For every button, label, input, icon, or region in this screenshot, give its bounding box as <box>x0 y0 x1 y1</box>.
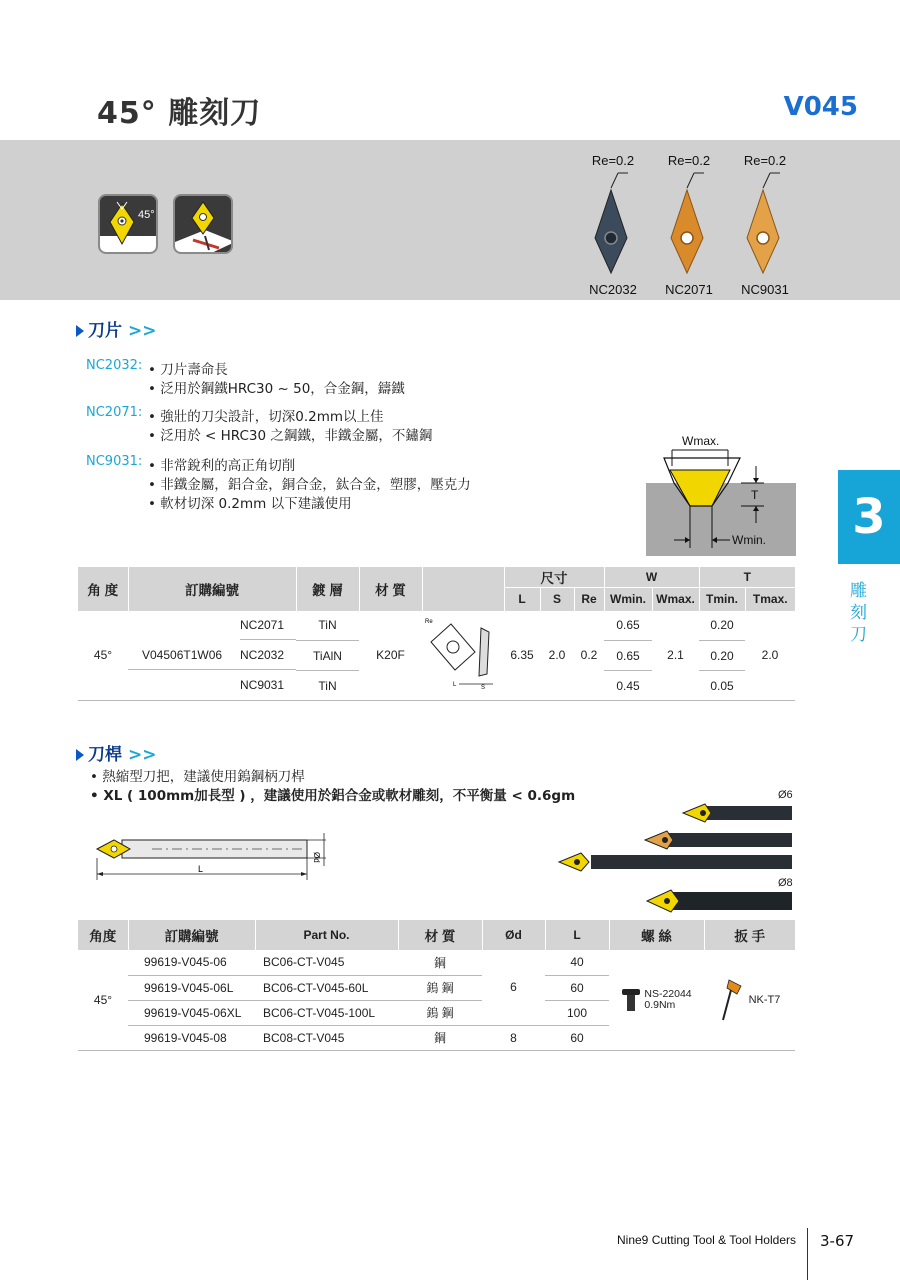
col-wrench: 扳 手 <box>704 920 795 950</box>
screw-icon <box>621 987 641 1013</box>
re-label: Re=0.2 <box>743 153 787 168</box>
insert-grade-label: NC9031 <box>741 282 789 297</box>
insert-nc2071 <box>659 153 719 297</box>
col-dimensions: 尺寸 <box>504 567 604 588</box>
col-l: L <box>504 588 540 611</box>
tmin-cell: 0.05 <box>699 671 745 701</box>
order-number: V04506T1W06 <box>142 647 223 662</box>
material-cell: K20F <box>359 611 422 701</box>
cutting-depth-diagram <box>646 428 798 558</box>
svg-text:L: L <box>198 864 204 874</box>
page-title: 45° 雕刻刀 <box>97 96 262 131</box>
order-no-cell: 99619-V045-06L <box>128 975 255 1000</box>
holder-dimension-drawing <box>92 828 332 888</box>
grade-bullet: • 泛用於鋼鐵HRC30 ~ 50，合金鋼，鑄鐵 <box>148 381 405 397</box>
l-cell: 60 <box>545 975 609 1000</box>
col-angle: 角度 <box>78 920 128 950</box>
footer-divider <box>807 1228 808 1280</box>
coating-cell: TiN <box>296 671 359 701</box>
col-s: S <box>540 588 574 611</box>
product-code: V045 <box>783 92 858 122</box>
footer-brand: Nine9 Cutting Tool & Tool Holders <box>617 1233 796 1247</box>
l-cell: 40 <box>545 950 609 975</box>
order-no-cell: 99619-V045-08 <box>128 1025 255 1050</box>
col-od: Ød <box>482 920 545 950</box>
material-cell: 鎢 鋼 <box>398 975 482 1000</box>
l-cell: 100 <box>545 1000 609 1025</box>
od-cell: 6 <box>482 950 545 1025</box>
order-no-cell: 99619-V045-06 <box>128 950 255 975</box>
tmin-cell: 0.20 <box>699 611 745 641</box>
diameter-8-label: Ø8 <box>778 877 793 889</box>
table-row <box>78 950 795 975</box>
svg-text:45°: 45° <box>138 209 155 221</box>
col-wmin: Wmin. <box>604 588 652 611</box>
col-tmin: Tmin. <box>699 588 745 611</box>
grade-label: NC2032: <box>86 358 143 373</box>
coating-cell: TiN <box>296 611 359 641</box>
engraving-application-icon <box>173 194 233 254</box>
grade-cell: NC2032 <box>240 647 285 662</box>
material-cell: 鋼 <box>398 1025 482 1050</box>
grade-bullet: • 非常銳利的高正角切削 <box>148 458 296 474</box>
s-cell: 2.0 <box>540 611 574 701</box>
part-no-cell: BC08-CT-V045 <box>255 1025 398 1050</box>
grade-bullet: • 刀片壽命長 <box>148 362 228 378</box>
re-label: Re=0.2 <box>667 153 711 168</box>
wmax-cell: 2.1 <box>652 611 699 701</box>
insert-grade-label: NC2071 <box>665 282 713 297</box>
insert-nc9031 <box>735 153 795 297</box>
col-order-no: 訂購編號 <box>128 567 296 611</box>
screw-cell <box>609 950 704 1050</box>
insert-drawing-cell <box>422 611 504 701</box>
tmin-cell: 0.20 <box>699 641 745 671</box>
wmin-cell: 0.65 <box>604 611 652 641</box>
section-marker-icon <box>76 325 84 337</box>
col-drawing <box>422 567 504 611</box>
grade-label: NC2071: <box>86 405 143 420</box>
holder-bullet: • 熱縮型刀把，建議使用鎢鋼柄刀桿 <box>90 769 305 785</box>
chapter-label: 雕 刻 刀 <box>850 581 867 645</box>
coating-cell: TiAlN <box>296 641 359 671</box>
re-label: Re=0.2 <box>591 153 635 168</box>
page-number: 3-67 <box>820 1232 855 1250</box>
holder-photos <box>555 800 795 915</box>
material-cell: 鎢 鋼 <box>398 1000 482 1025</box>
col-material: 材 質 <box>398 920 482 950</box>
order-no-cell <box>128 611 296 701</box>
order-no-cell: 99619-V045-06XL <box>128 1000 255 1025</box>
holder-bullet: • XL ( 100mm加長型 ) ，建議使用於鋁合金或軟材雕刻，不平衡量 < 0.6gm <box>90 788 576 804</box>
svg-text:Re: Re <box>425 618 433 625</box>
grade-bullet: • 泛用於 < HRC30 之鋼鐵，非鐵金屬，不鏽鋼 <box>148 428 433 444</box>
wmax-label: Wmax. <box>682 434 720 448</box>
grade-bullet: • 軟材切深 0.2mm 以下建議使用 <box>148 496 352 512</box>
angle-45-icon <box>98 194 158 254</box>
part-no-cell: BC06-CT-V045-100L <box>255 1000 398 1025</box>
screw-code: NS-22044 <box>644 987 692 1000</box>
insert-grade-label: NC2032 <box>589 282 637 297</box>
col-l: L <box>545 920 609 950</box>
section-marker-icon <box>76 749 84 761</box>
part-no-cell: BC06-CT-V045 <box>255 950 398 975</box>
grade-bullet: • 非鐵金屬，鋁合金，銅合金，鈦合金，塑膠，壓克力 <box>148 477 471 493</box>
col-re: Re <box>574 588 604 611</box>
l-cell: 6.35 <box>504 611 540 701</box>
angle-cell: 45° <box>78 950 128 1050</box>
insert-nc2071-image <box>659 168 719 278</box>
insert-nc2032-image <box>583 168 643 278</box>
col-order-no: 訂購編號 <box>128 920 255 950</box>
l-cell: 60 <box>545 1025 609 1050</box>
holder-spec-table <box>78 920 795 1051</box>
grade-cell: NC9031 <box>240 677 285 692</box>
wmin-label: Wmin. <box>732 533 766 547</box>
col-screw: 螺 絲 <box>609 920 704 950</box>
wrench-cell <box>704 950 795 1050</box>
inserts-heading: 刀片 >> <box>76 316 157 341</box>
col-w: W <box>604 567 699 588</box>
t-label: T <box>751 488 759 502</box>
wmin-cell: 0.45 <box>604 671 652 701</box>
od-cell: 8 <box>482 1025 545 1050</box>
part-no-cell: BC06-CT-V045-60L <box>255 975 398 1000</box>
svg-text:Ød: Ød <box>312 852 321 863</box>
table-row <box>78 611 795 641</box>
material-cell: 鋼 <box>398 950 482 975</box>
screw-torque: 0.9Nm <box>644 998 676 1011</box>
col-wmax: Wmax. <box>652 588 699 611</box>
insert-dimension-drawing <box>423 614 503 694</box>
chapter-tab: 3 <box>838 470 900 564</box>
svg-text:L: L <box>453 681 457 688</box>
svg-text:S: S <box>481 684 486 691</box>
col-coating: 鍍 層 <box>296 567 359 611</box>
col-material: 材 質 <box>359 567 422 611</box>
wmin-cell: 0.65 <box>604 641 652 671</box>
grade-label: NC9031: <box>86 454 143 469</box>
col-part-no: Part No. <box>255 920 398 950</box>
col-angle: 角 度 <box>78 567 128 611</box>
col-tmax: Tmax. <box>745 588 795 611</box>
holders-heading: 刀桿 >> <box>76 740 157 765</box>
re-cell: 0.2 <box>574 611 604 701</box>
wrench-code: NK-T7 <box>748 993 781 1006</box>
insert-spec-table <box>78 567 795 701</box>
col-t: T <box>699 567 795 588</box>
insert-nc2032 <box>583 153 643 297</box>
grade-cell: NC2071 <box>240 618 285 633</box>
angle-cell: 45° <box>78 611 128 701</box>
torx-wrench-icon <box>719 978 745 1022</box>
diameter-6-label: Ø6 <box>778 789 793 801</box>
grade-bullet: • 強壯的刀尖設計，切深0.2mm以上佳 <box>148 409 384 425</box>
tmax-cell: 2.0 <box>745 611 795 701</box>
insert-nc9031-image <box>735 168 795 278</box>
